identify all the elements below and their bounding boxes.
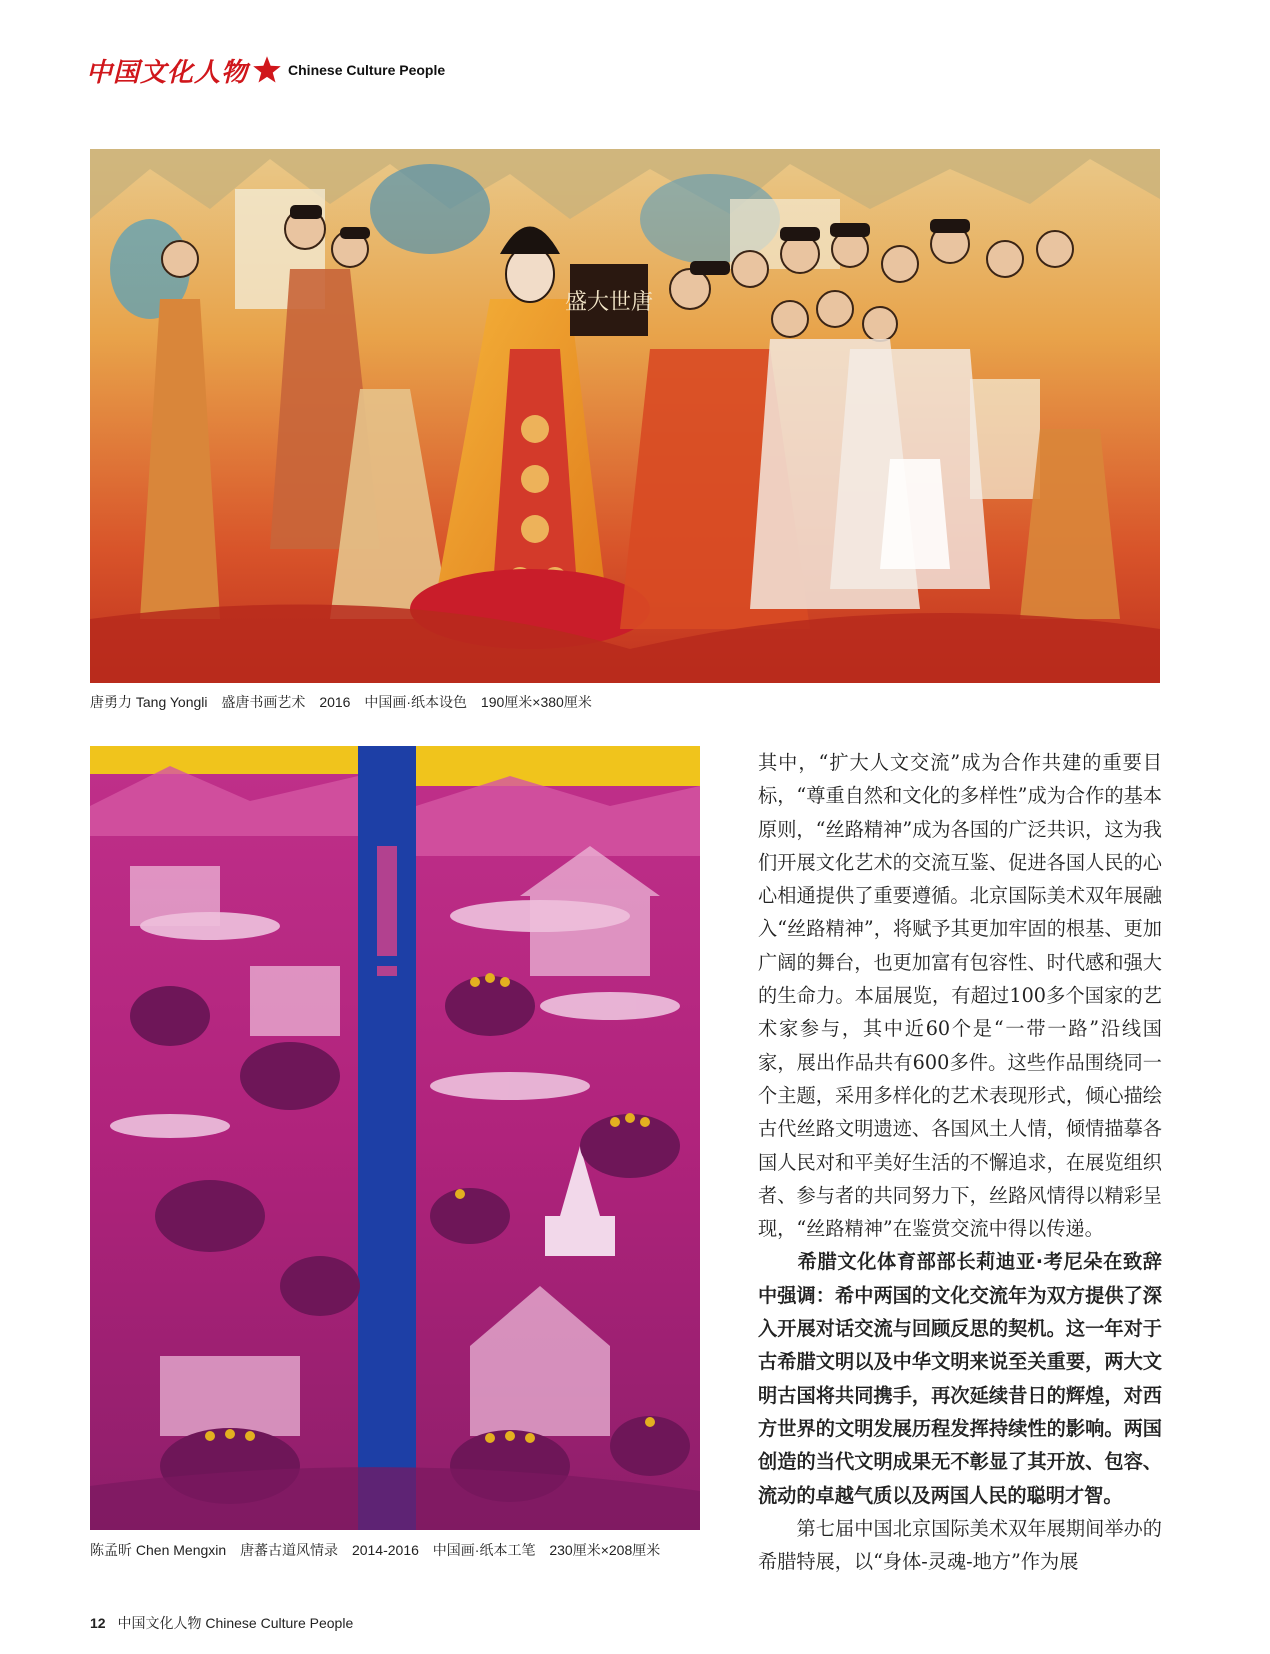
magazine-header	[86, 52, 445, 88]
article-body	[758, 746, 1162, 1578]
painting-tang-yongli	[90, 149, 1160, 683]
caption-year: 2014-2016	[351, 1542, 419, 1558]
caption-medium: 中国画·纸本工笔	[432, 1542, 536, 1558]
caption-title: 唐蕃古道风情录	[240, 1542, 339, 1558]
caption-year: 2016	[319, 694, 351, 710]
article-paragraph-3: 第七届中国北京国际美术双年展期间举办的希腊特展，以“身体-灵魂-地方”作为展	[758, 1516, 1162, 1574]
caption-artist: 唐勇力 Tang Yongli	[90, 694, 208, 710]
caption-artist: 陈孟昕 Chen Mengxin	[90, 1542, 227, 1558]
caption-painting-1	[90, 692, 602, 712]
painting-chen-mengxin	[90, 746, 700, 1530]
brand-chinese: 中国文化人物	[86, 57, 249, 88]
brand-english: Chinese Culture People	[288, 62, 446, 78]
caption-size: 230厘米×208厘米	[549, 1542, 661, 1558]
caption-title: 盛唐书画艺术	[221, 694, 306, 710]
caption-medium: 中国画·纸本设色	[364, 694, 468, 710]
painting-inscription: 盛大世唐	[564, 290, 654, 315]
page-footer	[90, 1613, 353, 1633]
page-number: 12	[90, 1615, 106, 1631]
caption-painting-2	[90, 1540, 670, 1560]
article-paragraph-2: 希腊文化体育部部长莉迪亚·考尼朵在致辞中强调：希中两国的文化交流年为双方提供了深入开展对话交流与回顾反思的契机。这一年对于古希腊文明以及中华文明来说至关重要，两大文明古国将共同携手，再次延续昔日的辉煌，对西方世界的文明发展历程发挥持续性的影响。两国创造的当代文明成果无不彰显了其开放、包容、流动的卓越气质以及两国人民的聪明才智。	[758, 1250, 1162, 1507]
caption-size: 190厘米×380厘米	[480, 694, 592, 710]
article-paragraph-1: 其中，“扩大人文交流”成为合作共建的重要目标，“尊重自然和文化的多样性”成为合作的基本原则，“丝路精神”成为各国的广泛共识，这为我们开展文化艺术的交流互鉴、促进各国人民的心心相通提供了重要遵循。北京国际美术双年展融入“丝路精神”，将赋予其更加牢固的根基、更加广阔的舞台，也更加富有包容性、时代感和强大的生命力。本届展览，有超过100多个国家的艺术家参与，其中近60个是“一带一路”沿线国家，展出作品共有600多件。这些作品围绕同一个主题，采用多样化的艺术表现形式，倾心描绘古代丝路文明遗迹、各国风土人情，倾情描摹各国人民对和平美好生活的不懈追求，在展览组织者、参与者的共同努力下，丝路风情得以精彩呈现，“丝路精神”在鉴赏交流中得以传递。	[758, 751, 1162, 1241]
footer-publication: 中国文化人物 Chinese Culture People	[117, 1615, 354, 1631]
star-icon	[252, 55, 282, 85]
